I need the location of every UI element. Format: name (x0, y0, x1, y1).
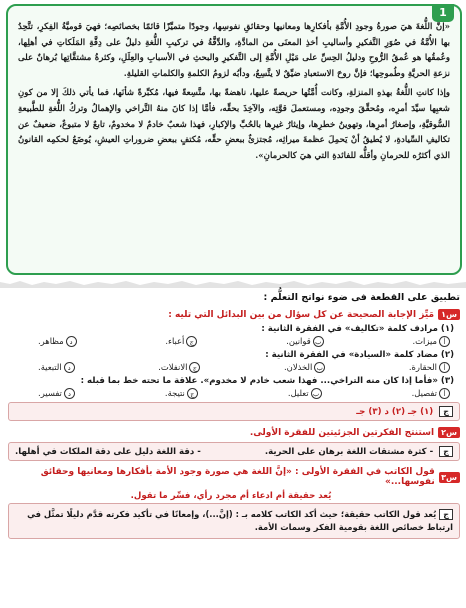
question-3-header (8, 467, 460, 487)
answer-box-2 (8, 442, 460, 461)
question-badge: س١ (438, 309, 460, 320)
option-d[interactable]: دمظاهر. (38, 336, 77, 347)
options-1 (8, 336, 460, 347)
idea-2: - دقة اللغة دليل على دقة الملكات في أهلها. (15, 446, 201, 457)
option-c[interactable]: جأعباء. (165, 336, 197, 347)
options-2 (8, 362, 460, 373)
option-d[interactable]: دتفسير. (38, 388, 75, 399)
question-3-subtitle: يُعد حقيقة أم ادعاء أم مجرد رأي، فسِّر ما تقول. (130, 491, 332, 501)
exercises-section (8, 292, 460, 539)
answer-text: يُعد قول الكاتب حقيقة؛ حيث أكد الكاتب كلامه بـ : (إنَّ...)، وإمعانًا في تأكيد فكرته قدَّم دليلًا تمثَّل في ارتباط خصائص اللغة بقومية الفكر وسمات الأمة. (27, 509, 453, 532)
idea-1: - كثرة مشتقات اللغة برهان على الحرية. (264, 446, 434, 457)
option-c[interactable]: جالانفلات. (158, 362, 200, 373)
answer-value: (١) جـ (٢) د (٣) جـ (356, 406, 434, 417)
question-badge: س٣ (439, 472, 460, 483)
ideas-row (15, 447, 433, 457)
option-b[interactable]: بالخذلان. (284, 362, 325, 373)
option-a[interactable]: أالحقارة. (409, 362, 450, 373)
torn-edge-divider (0, 278, 466, 288)
answer-tag: ج (439, 509, 453, 520)
sub-question-3: (٣) «فأما إذا كان منه التراخي... فهذا شعب خادم لا مخدوم». علاقة ما تحته خط بما قبله : (80, 376, 454, 386)
passage-number: 1 (432, 4, 454, 22)
option-b[interactable]: بتعليل. (288, 388, 322, 399)
answer-tag: ج (439, 406, 453, 417)
section-title: تطبيق على القطعة فى ضوء نواتج التعلُّم : (263, 292, 460, 303)
sub-question-2: (٢) مضاد كلمة «السيادة» في الفقرة الثانية : (265, 350, 454, 360)
passage-paragraph-1: «إنَّ اللُّغةَ هيَ صورةُ وجودِ الأُمَّةِ بأفكارِها ومعانيها وحقائقِ نفوسِها، وجودًا متميِّزًا قائمًا بخصائصِه؛ فهيَ قوميَّةُ الفِكرِ، تتَّحِدُ بها الأُمَّةُ في صُوَرِ التَّفكيرِ وأساليبِ أخذِ المعنَى من المادَّةِ، والدِّقَّةُ في تركيبِ اللُّغةِ دليلٌ على دِقَّةِ المَلَكاتِ في أهلِها، وعُمقُها هو عُمقُ الرُّوحِ ودليلُ الحِسِّ على مَيْلِ الأُمَّةِ إلى التَّفكيرِ والبحثِ في الأسبابِ والعِلَلِ، وكثرةُ مشتقَّاتِها بُرهانٌ على نزعةِ الحريَّةِ وطُموحِها؛ فإنَّ روحَ الاستعبادِ ضيِّقٌ لا يتَّسِعُ، ودأبُه لزومُ الكلمةِ والكلماتِ القليلةِ. (18, 22, 450, 79)
passage-paragraph-2: وإذا كانتِ اللُّغةُ بهذهِ المنزلةِ، وكانت أُمَّتُها حريصةً عليها، ناهضةً بها، متَّسِعةً فيها، مُكبِّرةً شأنَها، فما يأتي ذلكَ إلا من كونِ شعبِها سيِّدَ أمرِه، ومُحقِّقَ وجودِه، ومستعملَ قوَّتِه، والآخِذَ بحقِّه، فأمَّا إذا كانَ منهُ التَّراخي والإهمالُ وتركُ اللُّغةِ للطَّبيعةِ السُّوقيَّةِ، وإصغارُ أمرِها، وتهوينُ خطرِها، وإيثارُ غيرِها بالحُبِّ والإكبارِ، فهذا شعبٌ خادمٌ لا مخدومٌ، تابعٌ لا متبوعٌ، ضعيفٌ عن تكاليفِ السِّيادةِ، لا يُطيقُ أنْ يَحمِلَ عظمةَ ميراثِه، مُجتزئٌ ببعضِ حقِّه، مُكتفٍ ببعضِ ضروراتِ العيشِ، يُوضَعُ لحكمِه القانونُ الذي أكثرُه للحرمانِ وأقلُّه للفائدةِ التي هيَ كالحرمانِ». (18, 88, 450, 161)
sub-question-1: (١) مرادف كلمة «تكاليف» في الفقرة الثانية : (261, 324, 454, 334)
answer-tag: ج (439, 446, 453, 457)
question-1-title: مَيِّز الإجابة الصحيحة عن كل سؤال من بين البدائل التي تليه : (168, 309, 435, 320)
options-3 (8, 388, 460, 399)
question-2-title: استنتج الفكرتين الجزئيتين للفقرة الأولى. (249, 427, 435, 438)
question-badge: س٢ (438, 427, 460, 438)
option-a[interactable]: أتفصيل. (412, 388, 450, 399)
question-2-header (8, 427, 460, 438)
passage-box (6, 4, 462, 275)
question-3-title: قول الكاتب في الفقرة الأولى : «إنَّ اللغة هي صورة وجود الأمة بأفكارها ومعانيها وحقائق نفوسها...» (40, 467, 435, 487)
option-c[interactable]: جنتيجة. (165, 388, 198, 399)
answer-box-3 (8, 503, 460, 539)
option-d[interactable]: دالتبعية. (38, 362, 75, 373)
option-b[interactable]: بقوانين. (286, 336, 324, 347)
answer-box-1 (8, 402, 460, 421)
question-1-header (8, 309, 460, 320)
option-a[interactable]: أميزات. (412, 336, 450, 347)
